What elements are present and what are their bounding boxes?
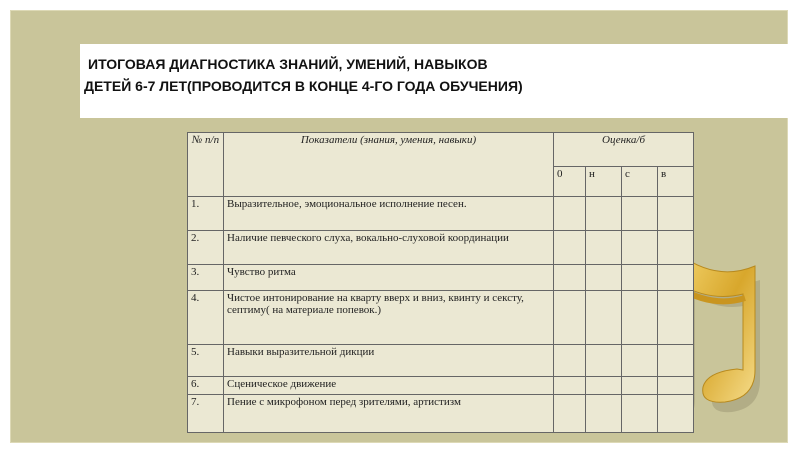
header-score: Оценка/б bbox=[554, 133, 694, 167]
table-row bbox=[188, 377, 694, 395]
row-num: 1. bbox=[188, 197, 224, 231]
row-text: Навыки выразительной дикции bbox=[224, 345, 554, 377]
table-row bbox=[188, 265, 694, 291]
row-text: Наличие певческого слуха, вокально-слуховой координации bbox=[224, 231, 554, 265]
score-cell bbox=[586, 265, 622, 291]
score-cell bbox=[554, 265, 586, 291]
score-cell bbox=[554, 197, 586, 231]
header-indicators: Показатели (знания, умения, навыки) bbox=[224, 133, 554, 197]
score-col-n: н bbox=[586, 167, 622, 197]
score-cell bbox=[622, 231, 658, 265]
score-cell bbox=[622, 395, 658, 433]
table-row bbox=[188, 231, 694, 265]
row-num: 5. bbox=[188, 345, 224, 377]
score-cell bbox=[554, 291, 586, 345]
table-row bbox=[188, 395, 694, 433]
score-col-v: в bbox=[658, 167, 694, 197]
row-num: 7. bbox=[188, 395, 224, 433]
score-cell bbox=[622, 197, 658, 231]
table-row bbox=[188, 291, 694, 345]
score-cell bbox=[658, 291, 694, 345]
row-num: 4. bbox=[188, 291, 224, 345]
score-cell bbox=[622, 291, 658, 345]
score-cell bbox=[586, 345, 622, 377]
score-cell bbox=[622, 345, 658, 377]
title-box bbox=[80, 44, 788, 118]
row-num: 3. bbox=[188, 265, 224, 291]
score-cell bbox=[622, 265, 658, 291]
score-cell bbox=[586, 377, 622, 395]
score-cell bbox=[554, 395, 586, 433]
title-line-2: ДЕТЕЙ 6-7 ЛЕТ(ПРОВОДИТСЯ В КОНЦЕ 4-ГО ГОДА ОБУЧЕНИЯ) bbox=[84, 78, 523, 94]
row-text: Пение с микрофоном перед зрителями, артистизм bbox=[224, 395, 554, 433]
row-text: Сценическое движение bbox=[224, 377, 554, 395]
score-col-0: 0 bbox=[554, 167, 586, 197]
row-num: 6. bbox=[188, 377, 224, 395]
score-cell bbox=[554, 345, 586, 377]
diagnostics-table-wrap bbox=[187, 132, 693, 432]
table-row bbox=[188, 345, 694, 377]
score-cell bbox=[658, 377, 694, 395]
score-cell bbox=[658, 197, 694, 231]
score-cell bbox=[658, 265, 694, 291]
score-col-s: с bbox=[622, 167, 658, 197]
row-text: Чистое интонирование на кварту вверх и вниз, квинту и сексту, септиму( на материале попевок.) bbox=[224, 291, 554, 345]
score-cell bbox=[586, 197, 622, 231]
table-row bbox=[188, 197, 694, 231]
title-line-1: ИТОГОВАЯ ДИАГНОСТИКА ЗНАНИЙ, УМЕНИЙ, НАВЫКОВ bbox=[88, 56, 488, 72]
score-cell bbox=[658, 395, 694, 433]
score-cell bbox=[586, 395, 622, 433]
row-text: Выразительное, эмоциональное исполнение песен. bbox=[224, 197, 554, 231]
row-text: Чувство ритма bbox=[224, 265, 554, 291]
score-cell bbox=[586, 231, 622, 265]
score-cell bbox=[658, 345, 694, 377]
score-cell bbox=[586, 291, 622, 345]
score-cell bbox=[554, 377, 586, 395]
score-cell bbox=[658, 231, 694, 265]
row-num: 2. bbox=[188, 231, 224, 265]
score-cell bbox=[554, 231, 586, 265]
header-num: № п/п bbox=[188, 133, 224, 197]
diagnostics-table bbox=[187, 132, 694, 433]
score-cell bbox=[622, 377, 658, 395]
